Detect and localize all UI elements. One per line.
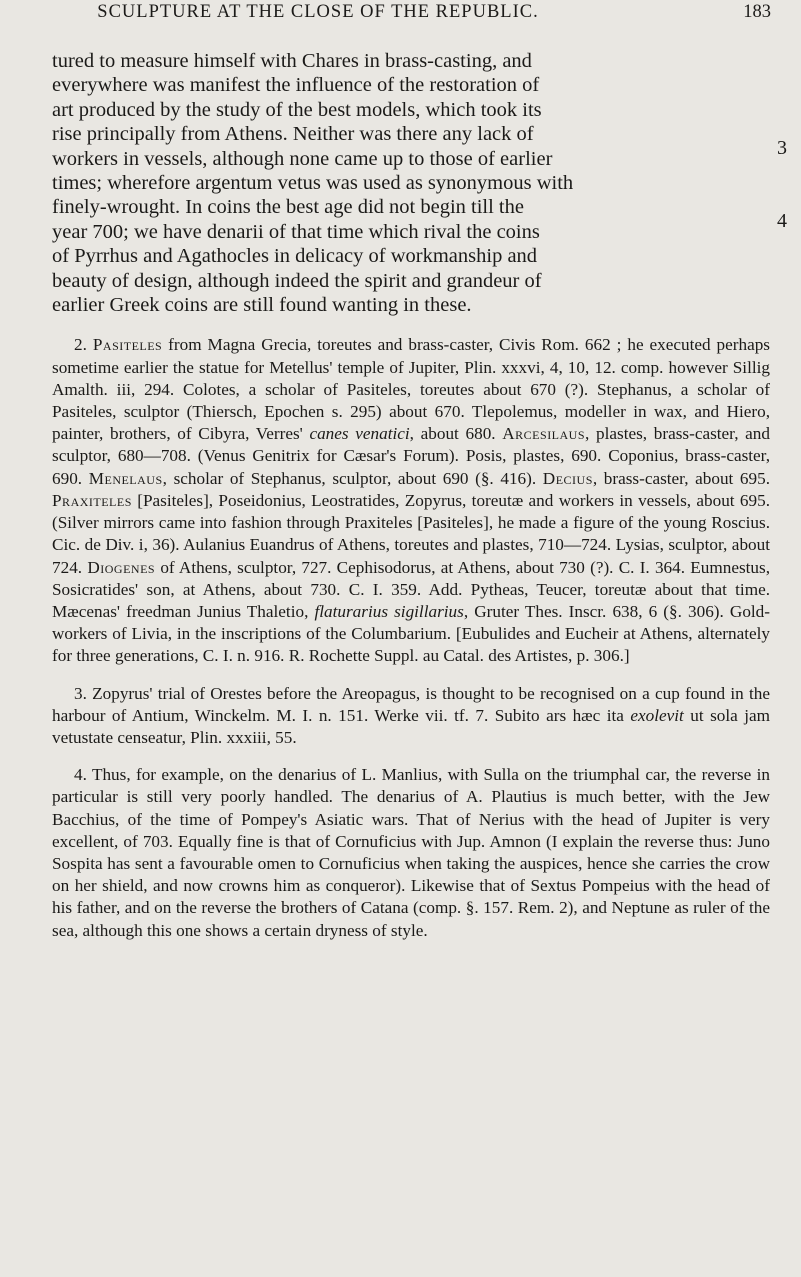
- text-line: everywhere was manifest the influence of the restoration of: [52, 74, 540, 97]
- artist-name: Pasiteles: [92, 335, 163, 355]
- note-3: [52, 683, 770, 750]
- note-text: from Magna Grecia, toreutes and brass-caster, Civis Rom. 662 ; he executed perhaps sometime earlier the statue for Metellus' temple of Jupiter, Plin. xxxvi, 4, 10, 12. comp. however Sillig Amalth. iii, 294. Colotes, a scholar of Pasiteles, toreutes about 670 (?). Stephanus, a scholar of Pasiteles, sculptor (Thiersch, Epochen s. 295) about 670. Tlepolemus, modeller in wax, and Hiero, painter, brothers, of Cibyra, Verres': [52, 335, 770, 444]
- artist-name: Arcesilaus: [502, 424, 586, 444]
- note-text: , Gruter Thes. Inscr. 638, 6 (§. 306). Gold-workers of Livia, in the inscriptions of the Columbarium. [Eubulides and Eucheir at Athens, alternately for three generations, C. I. n. 916. R. Rochette Suppl. au Catal. des Artistes, p. 306.]: [52, 601, 771, 666]
- note-4: [52, 764, 770, 942]
- note-number: 4.: [74, 765, 87, 785]
- note-text: Zopyrus' trial of Orestes before the Areopagus, is thought to be recognised on a cup found in the harbour of Antium, Winckelm. M. I. n. 151. Werke vii. tf. 7. Subito ars hæc ita: [52, 683, 770, 725]
- artist-name: Praxiteles: [52, 490, 132, 510]
- margin-note-4: 4: [777, 210, 787, 232]
- note-text: [Pasiteles], Poseidonius, Leostratides, Zopyrus, toreutæ and workers in vessels, about 695. (Silver mirrors came into fashion through Praxiteles [Pasiteles], he made a figure of the young Roscius. Cic. de Div. i, 36). Aulanius Euandrus of Athens, toreutes and plastes, 710—724. Lysias, sculptor, about 724.: [52, 490, 770, 577]
- page-number: 183: [743, 2, 771, 22]
- running-head: [0, 2, 801, 28]
- artist-name: Menelaus: [88, 468, 163, 488]
- text-line: tured to measure himself with Chares in brass-casting, and: [52, 50, 532, 72]
- text-line: beauty of design, although indeed the spirit and grandeur of: [52, 269, 542, 292]
- text-line: workers in vessels, although none came up to those of earlier: [52, 147, 553, 170]
- text-line: of Pyrrhus and Agathocles in delicacy of workmanship and: [52, 245, 538, 268]
- margin-note-3: 3: [777, 137, 787, 159]
- note-italic: flaturarius sigillarius: [314, 601, 464, 621]
- page-body: [52, 49, 787, 942]
- note-text: , brass-caster, about 695.: [592, 468, 771, 488]
- note-number: 3.: [74, 683, 87, 703]
- text-line: rise principally from Athens. Neither was there any lack of: [52, 123, 534, 146]
- running-head-title: SCULPTURE AT THE CLOSE OF THE REPUBLIC.: [97, 2, 539, 22]
- artist-name: Diogenes: [87, 557, 156, 577]
- text-line: earlier Greek coins are still found wanting in these.: [52, 294, 472, 317]
- text-line: finely-wrought. In coins the best age did not begin till the: [52, 196, 524, 219]
- note-text: ut sola jam vetustate censeatur, Plin. xxxiii, 55.: [52, 705, 770, 747]
- note-2: [52, 334, 770, 667]
- note-italic: exolevit: [630, 705, 684, 725]
- main-paragraph: [52, 49, 770, 317]
- note-number: 2.: [74, 335, 87, 355]
- text-line: art produced by the study of the best models, which took its: [52, 98, 542, 121]
- note-text: , scholar of Stephanus, sculptor, about 690 (§. 416).: [162, 468, 543, 488]
- note-text: , about 680.: [409, 424, 503, 444]
- text-line: times; wherefore argentum vetus was used as synonymous with: [52, 172, 574, 195]
- note-text: of Athens, sculptor, 727. Cephisodorus, at Athens, about 730 (?). C. I. 364. Eumnestus, Sosicratides' son, at Athens, about 730. C. I. 359. Add. Pytheas, Teucer, toreutæ about that time. Mæcenas' freedman Junius Thaletio,: [52, 557, 771, 621]
- note-italic: canes venatici: [309, 424, 410, 444]
- note-text: Thus, for example, on the denarius of L. Manlius, with Sulla on the triumphal car, the reverse in particular is still very poorly handled. The denarius of A. Plautius is much better, with the Jew Bacchius, of the time of Pompey's Asiatic wars. That of Nerius with the head of Jupiter is very excellent, of 703. Equally fine is that of Cornuficius with Jup. Amnon (I explain the reverse thus: Juno Sospita has sent a favourable omen to Cornuficius when taking the auspices, hence she carries the crow on her shield, and now crowns him as conqueror). Likewise that of Sextus Pompeius with the head of his father, and on the reverse the brothers of Catana (comp. §. 157. Rem. 2), and Neptune as ruler of the sea, although this one shows a certain dryness of style.: [52, 765, 770, 940]
- text-line: year 700; we have denarii of that time which rival the coins: [52, 220, 540, 243]
- note-text: , plastes, brass-caster, and sculptor, 680—708. (Venus Genitrix for Cæsar's Forum). Posis, plastes, 690. Coponius, brass-caster, 690.: [52, 424, 770, 488]
- artist-name: Decius: [542, 468, 593, 488]
